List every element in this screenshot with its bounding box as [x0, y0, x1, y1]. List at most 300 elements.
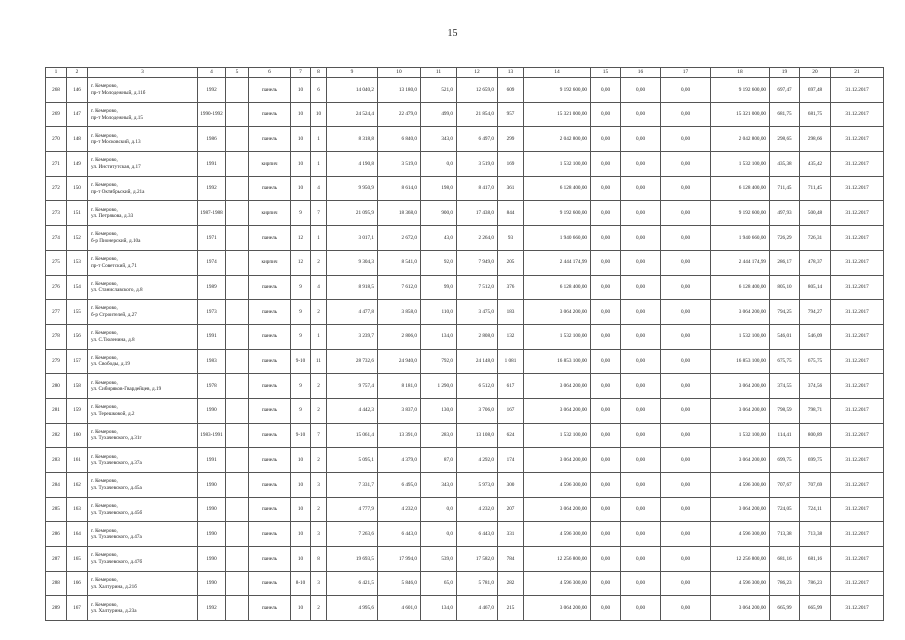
area-col11-cell: 65,0	[421, 571, 457, 596]
address-street: ул. Тухачевского, д.45а	[91, 484, 142, 491]
build-year-cell: 1991	[198, 152, 226, 177]
wall-material-cell: панель	[249, 547, 291, 572]
floors-cell: 8-10	[291, 571, 311, 596]
cost-col15-cell: 0,00	[591, 176, 621, 201]
residents-cell: 167	[498, 398, 524, 423]
column-5-cell	[226, 300, 249, 325]
address-cell	[88, 324, 198, 349]
area-col10-cell: 8 614,0	[378, 176, 421, 201]
area-col11-cell: 521,0	[421, 78, 457, 103]
total-area-cell: 6 421,5	[327, 571, 378, 596]
cost-col16-cell: 0,00	[621, 596, 661, 621]
unit-cost-col19-cell: 374,55	[770, 374, 800, 399]
cost-col15-cell: 0,00	[591, 300, 621, 325]
address-cell	[88, 201, 198, 226]
wall-material-cell: панель	[249, 349, 291, 374]
table-row	[46, 349, 884, 374]
address-city: г. Кемерово,	[91, 478, 118, 485]
cost-col18-cell: 12 256 800,00	[711, 547, 770, 572]
address-street: пр-т Октябрьский, д.21а	[91, 188, 145, 195]
area-col11-cell: 99,0	[421, 275, 457, 300]
area-col11-cell: 0,0	[421, 152, 457, 177]
deadline-date-cell: 31.12.2017	[831, 398, 884, 423]
entrances-cell: 11	[311, 349, 327, 374]
column-number-cell: 7	[291, 68, 311, 78]
cost-total-cell: 6 128 400,00	[524, 176, 591, 201]
floors-cell: 10	[291, 473, 311, 498]
address-street: ул. Тухачевского, д.47б	[91, 558, 143, 565]
address-street: б-р Строителей, д.27	[91, 312, 137, 319]
unit-cost-col19-cell: 298,65	[770, 127, 800, 152]
cost-col15-cell: 0,00	[591, 448, 621, 473]
row-number-cell: 278	[46, 324, 67, 349]
cost-total-cell: 4 596 300,00	[524, 571, 591, 596]
deadline-date-cell: 31.12.2017	[831, 423, 884, 448]
residents-cell: 282	[498, 571, 524, 596]
build-year-cell: 1978	[198, 374, 226, 399]
area-col11-cell: 343,0	[421, 127, 457, 152]
address-cell	[88, 127, 198, 152]
object-id-cell: 151	[67, 201, 88, 226]
cost-col15-cell: 0,00	[591, 201, 621, 226]
column-5-cell	[226, 275, 249, 300]
floors-cell: 10	[291, 497, 311, 522]
area-col11-cell: 110,0	[421, 300, 457, 325]
address-cell	[88, 448, 198, 473]
entrances-cell: 3	[311, 571, 327, 596]
cost-col15-cell: 0,00	[591, 152, 621, 177]
column-5-cell	[226, 152, 249, 177]
entrances-cell: 6	[311, 78, 327, 103]
address-city: г. Кемерово,	[91, 256, 118, 263]
table-row	[46, 300, 884, 325]
address-cell	[88, 473, 198, 498]
area-col12-cell: 2 264,0	[457, 226, 498, 251]
object-id-cell: 148	[67, 127, 88, 152]
area-col10-cell: 4 379,0	[378, 448, 421, 473]
entrances-cell: 3	[311, 522, 327, 547]
wall-material-cell: панель	[249, 102, 291, 127]
cost-col15-cell: 0,00	[591, 324, 621, 349]
floors-cell: 10	[291, 176, 311, 201]
total-area-cell: 7 263,6	[327, 522, 378, 547]
entrances-cell: 7	[311, 201, 327, 226]
area-col11-cell: 343,0	[421, 473, 457, 498]
address-cell	[88, 226, 198, 251]
row-number-cell: 289	[46, 596, 67, 621]
column-number-cell: 2	[67, 68, 88, 78]
address-street: ул. Петрякова, д.33	[91, 213, 134, 220]
area-col11-cell: 1 290,0	[421, 374, 457, 399]
object-id-cell: 154	[67, 275, 88, 300]
object-id-cell: 157	[67, 349, 88, 374]
table-row	[46, 374, 884, 399]
floors-cell: 9	[291, 374, 311, 399]
column-5-cell	[226, 250, 249, 275]
unit-cost-col20-cell: 665,99	[800, 596, 831, 621]
entrances-cell: 2	[311, 250, 327, 275]
cost-total-cell: 1 532 100,00	[524, 324, 591, 349]
area-col12-cell: 7 949,0	[457, 250, 498, 275]
area-col12-cell: 17 438,0	[457, 201, 498, 226]
unit-cost-col20-cell: 699,75	[800, 448, 831, 473]
area-col11-cell: 792,0	[421, 349, 457, 374]
entrances-cell: 2	[311, 398, 327, 423]
wall-material-cell: панель	[249, 374, 291, 399]
cost-col16-cell: 0,00	[621, 324, 661, 349]
entrances-cell: 1	[311, 127, 327, 152]
address-cell	[88, 547, 198, 572]
total-area-cell: 4 477,8	[327, 300, 378, 325]
column-5-cell	[226, 349, 249, 374]
total-area-cell: 14 040,2	[327, 78, 378, 103]
cost-total-cell: 3 064 200,00	[524, 300, 591, 325]
build-year-cell: 1990	[198, 398, 226, 423]
column-number-row	[46, 68, 884, 78]
address-city: г. Кемерово,	[91, 280, 118, 287]
cost-col16-cell: 0,00	[621, 275, 661, 300]
area-col10-cell: 5 846,0	[378, 571, 421, 596]
cost-total-cell: 3 064 200,00	[524, 448, 591, 473]
column-5-cell	[226, 201, 249, 226]
area-col12-cell: 21 854,0	[457, 102, 498, 127]
unit-cost-col19-cell: 699,75	[770, 448, 800, 473]
area-col10-cell: 4 601,0	[378, 596, 421, 621]
cost-total-cell: 15 321 000,00	[524, 102, 591, 127]
address-street: ул. Свободы, д.19	[91, 361, 130, 368]
cost-col17-cell: 0,00	[661, 596, 711, 621]
table-row	[46, 398, 884, 423]
column-5-cell	[226, 102, 249, 127]
table-row	[46, 102, 884, 127]
cost-total-cell: 9 192 600,00	[524, 78, 591, 103]
address-street: ул. Тухачевского, д.31г	[91, 435, 142, 442]
floors-cell: 9-10	[291, 349, 311, 374]
table-row	[46, 201, 884, 226]
address-city: г. Кемерово,	[91, 428, 118, 435]
area-col10-cell: 6 443,0	[378, 522, 421, 547]
area-col10-cell: 2 672,0	[378, 226, 421, 251]
wall-material-cell: панель	[249, 324, 291, 349]
object-id-cell: 156	[67, 324, 88, 349]
wall-material-cell: кирпич	[249, 201, 291, 226]
unit-cost-col19-cell: 798,59	[770, 398, 800, 423]
wall-material-cell: панель	[249, 448, 291, 473]
cost-total-cell: 4 596 300,00	[524, 473, 591, 498]
object-id-cell: 155	[67, 300, 88, 325]
cost-col16-cell: 0,00	[621, 176, 661, 201]
cost-total-cell: 2 444 174,99	[524, 250, 591, 275]
area-col11-cell: 134,0	[421, 324, 457, 349]
cost-total-cell: 6 128 400,00	[524, 275, 591, 300]
row-number-cell: 288	[46, 571, 67, 596]
row-number-cell: 287	[46, 547, 67, 572]
address-street: пр-т Советский, д.71	[91, 262, 137, 269]
unit-cost-col19-cell: 707,67	[770, 473, 800, 498]
area-col12-cell: 8 417,0	[457, 176, 498, 201]
build-year-cell: 1990	[198, 522, 226, 547]
total-area-cell: 9 757,4	[327, 374, 378, 399]
floors-cell: 10	[291, 78, 311, 103]
address-cell	[88, 596, 198, 621]
residents-cell: 957	[498, 102, 524, 127]
column-number-cell: 21	[831, 68, 884, 78]
cost-col15-cell: 0,00	[591, 349, 621, 374]
column-number-cell: 1	[46, 68, 67, 78]
cost-col16-cell: 0,00	[621, 547, 661, 572]
address-street: ул. С.Тюленина, д.8	[91, 336, 135, 343]
table-row	[46, 596, 884, 621]
address-street: пр-т Молодежный, д.15	[91, 114, 143, 121]
row-number-cell: 279	[46, 349, 67, 374]
cost-col18-cell: 15 321 000,00	[711, 102, 770, 127]
column-5-cell	[226, 324, 249, 349]
cost-col15-cell: 0,00	[591, 102, 621, 127]
cost-col15-cell: 0,00	[591, 398, 621, 423]
unit-cost-col20-cell: 724,11	[800, 497, 831, 522]
column-number-cell: 16	[621, 68, 661, 78]
area-col12-cell: 3 706,0	[457, 398, 498, 423]
residents-cell: 376	[498, 275, 524, 300]
cost-col16-cell: 0,00	[621, 78, 661, 103]
area-col12-cell: 6 512,0	[457, 374, 498, 399]
cost-total-cell: 12 256 800,00	[524, 547, 591, 572]
column-5-cell	[226, 596, 249, 621]
floors-cell: 10	[291, 547, 311, 572]
cost-col15-cell: 0,00	[591, 571, 621, 596]
deadline-date-cell: 31.12.2017	[831, 571, 884, 596]
wall-material-cell: панель	[249, 423, 291, 448]
area-col10-cell: 3 837,0	[378, 398, 421, 423]
cost-col18-cell: 3 064 200,00	[711, 300, 770, 325]
unit-cost-col19-cell: 805,10	[770, 275, 800, 300]
object-id-cell: 152	[67, 226, 88, 251]
residents-cell: 132	[498, 324, 524, 349]
entrances-cell: 8	[311, 547, 327, 572]
address-city: г. Кемерово,	[91, 157, 118, 164]
build-year-cell: 1990	[198, 571, 226, 596]
column-number-cell: 17	[661, 68, 711, 78]
row-number-cell: 281	[46, 398, 67, 423]
unit-cost-col19-cell: 675,75	[770, 349, 800, 374]
row-number-cell: 283	[46, 448, 67, 473]
column-number-cell: 12	[457, 68, 498, 78]
total-area-cell: 8 318,8	[327, 127, 378, 152]
cost-col18-cell: 3 064 200,00	[711, 596, 770, 621]
cost-col18-cell: 3 064 200,00	[711, 497, 770, 522]
cost-total-cell: 1 532 100,00	[524, 152, 591, 177]
cost-col16-cell: 0,00	[621, 423, 661, 448]
area-col10-cell: 22 479,0	[378, 102, 421, 127]
cost-col15-cell: 0,00	[591, 547, 621, 572]
column-5-cell	[226, 547, 249, 572]
area-col12-cell: 6 497,0	[457, 127, 498, 152]
object-id-cell: 147	[67, 102, 88, 127]
row-number-cell: 282	[46, 423, 67, 448]
address-cell	[88, 176, 198, 201]
deadline-date-cell: 31.12.2017	[831, 596, 884, 621]
cost-col16-cell: 0,00	[621, 102, 661, 127]
column-5-cell	[226, 226, 249, 251]
build-year-cell: 1989	[198, 275, 226, 300]
cost-col17-cell: 0,00	[661, 275, 711, 300]
deadline-date-cell: 31.12.2017	[831, 522, 884, 547]
total-area-cell: 3 017,1	[327, 226, 378, 251]
object-id-cell: 162	[67, 473, 88, 498]
object-id-cell: 164	[67, 522, 88, 547]
cost-col17-cell: 0,00	[661, 349, 711, 374]
address-street: ул. Халтурина, д.23а	[91, 608, 137, 615]
cost-col18-cell: 6 128 400,00	[711, 275, 770, 300]
deadline-date-cell: 31.12.2017	[831, 374, 884, 399]
build-year-cell: 1987-1988	[198, 201, 226, 226]
table-row	[46, 522, 884, 547]
cost-col18-cell: 9 192 600,00	[711, 78, 770, 103]
area-col11-cell: 499,0	[421, 102, 457, 127]
cost-col16-cell: 0,00	[621, 349, 661, 374]
register-table	[45, 67, 884, 621]
total-area-cell: 4 995,6	[327, 596, 378, 621]
total-area-cell: 3 239,7	[327, 324, 378, 349]
cost-col18-cell: 3 064 200,00	[711, 374, 770, 399]
table-row	[46, 78, 884, 103]
area-col10-cell: 8 181,0	[378, 374, 421, 399]
build-year-cell: 1990	[198, 473, 226, 498]
cost-col17-cell: 0,00	[661, 78, 711, 103]
unit-cost-col19-cell: 681,16	[770, 547, 800, 572]
residents-cell: 361	[498, 176, 524, 201]
address-street: пр-т Московский, д.13	[91, 139, 141, 146]
cost-col17-cell: 0,00	[661, 448, 711, 473]
floors-cell: 9	[291, 398, 311, 423]
cost-col18-cell: 1 532 100,00	[711, 152, 770, 177]
cost-col17-cell: 0,00	[661, 374, 711, 399]
total-area-cell: 8 918,5	[327, 275, 378, 300]
area-col11-cell: 0,0	[421, 497, 457, 522]
build-year-cell: 1992	[198, 78, 226, 103]
total-area-cell: 28 732,6	[327, 349, 378, 374]
unit-cost-col19-cell: 711,45	[770, 176, 800, 201]
build-year-cell: 1983	[198, 349, 226, 374]
deadline-date-cell: 31.12.2017	[831, 176, 884, 201]
deadline-date-cell: 31.12.2017	[831, 497, 884, 522]
total-area-cell: 15 061,4	[327, 423, 378, 448]
table-row	[46, 473, 884, 498]
build-year-cell: 1990	[198, 547, 226, 572]
build-year-cell: 1991	[198, 324, 226, 349]
cost-col18-cell: 16 853 100,00	[711, 349, 770, 374]
column-5-cell	[226, 78, 249, 103]
table-row	[46, 547, 884, 572]
unit-cost-col20-cell: 298,66	[800, 127, 831, 152]
build-year-cell: 1973	[198, 300, 226, 325]
cost-col16-cell: 0,00	[621, 497, 661, 522]
build-year-cell: 1992	[198, 176, 226, 201]
column-5-cell	[226, 176, 249, 201]
address-cell	[88, 398, 198, 423]
area-col10-cell: 24 940,0	[378, 349, 421, 374]
cost-col16-cell: 0,00	[621, 448, 661, 473]
wall-material-cell: панель	[249, 275, 291, 300]
area-col11-cell: 283,0	[421, 423, 457, 448]
unit-cost-col19-cell: 697,47	[770, 78, 800, 103]
table-row	[46, 448, 884, 473]
deadline-date-cell: 31.12.2017	[831, 324, 884, 349]
deadline-date-cell: 31.12.2017	[831, 547, 884, 572]
residents-cell: 299	[498, 127, 524, 152]
address-street: пр-т Молодежный, д.11б	[91, 89, 146, 96]
cost-total-cell: 3 064 200,00	[524, 497, 591, 522]
area-col10-cell: 3 858,0	[378, 300, 421, 325]
wall-material-cell: панель	[249, 226, 291, 251]
table-row	[46, 176, 884, 201]
build-year-cell: 1986	[198, 127, 226, 152]
address-city: г. Кемерово,	[91, 453, 118, 460]
cost-col18-cell: 2 444 174,99	[711, 250, 770, 275]
wall-material-cell: панель	[249, 596, 291, 621]
deadline-date-cell: 31.12.2017	[831, 102, 884, 127]
total-area-cell: 9 950,9	[327, 176, 378, 201]
residents-cell: 205	[498, 250, 524, 275]
entrances-cell: 2	[311, 448, 327, 473]
address-city: г. Кемерово,	[91, 231, 118, 238]
build-year-cell: 1992	[198, 596, 226, 621]
unit-cost-col19-cell: 497,93	[770, 201, 800, 226]
cost-col17-cell: 0,00	[661, 398, 711, 423]
build-year-cell: 1991	[198, 448, 226, 473]
wall-material-cell: панель	[249, 300, 291, 325]
deadline-date-cell: 31.12.2017	[831, 78, 884, 103]
entrances-cell: 7	[311, 423, 327, 448]
build-year-cell: 1974	[198, 250, 226, 275]
address-cell	[88, 349, 198, 374]
total-area-cell: 5 095,1	[327, 448, 378, 473]
floors-cell: 10	[291, 448, 311, 473]
address-city: г. Кемерово,	[91, 206, 118, 213]
area-col10-cell: 13 180,0	[378, 78, 421, 103]
column-5-cell	[226, 423, 249, 448]
wall-material-cell: кирпич	[249, 152, 291, 177]
cost-col18-cell: 2 042 800,00	[711, 127, 770, 152]
residents-cell: 300	[498, 473, 524, 498]
address-street: ул. Тухачевского, д.45б	[91, 509, 143, 516]
column-5-cell	[226, 127, 249, 152]
address-city: г. Кемерово,	[91, 502, 118, 509]
cost-col15-cell: 0,00	[591, 226, 621, 251]
deadline-date-cell: 31.12.2017	[831, 349, 884, 374]
row-number-cell: 286	[46, 522, 67, 547]
unit-cost-col20-cell: 798,71	[800, 398, 831, 423]
area-col10-cell: 6 840,0	[378, 127, 421, 152]
floors-cell: 9-10	[291, 423, 311, 448]
column-5-cell	[226, 473, 249, 498]
cost-col15-cell: 0,00	[591, 250, 621, 275]
unit-cost-col20-cell: 697,48	[800, 78, 831, 103]
area-col11-cell: 198,0	[421, 176, 457, 201]
area-col12-cell: 5 973,0	[457, 473, 498, 498]
object-id-cell: 150	[67, 176, 88, 201]
address-city: г. Кемерово,	[91, 552, 118, 559]
row-number-cell: 269	[46, 102, 67, 127]
unit-cost-col20-cell: 675,75	[800, 349, 831, 374]
build-year-cell: 1990-1992	[198, 102, 226, 127]
entrances-cell: 2	[311, 300, 327, 325]
unit-cost-col20-cell: 707,69	[800, 473, 831, 498]
unit-cost-col20-cell: 435,42	[800, 152, 831, 177]
residents-cell: 215	[498, 596, 524, 621]
unit-cost-col20-cell: 794,27	[800, 300, 831, 325]
cost-col17-cell: 0,00	[661, 522, 711, 547]
